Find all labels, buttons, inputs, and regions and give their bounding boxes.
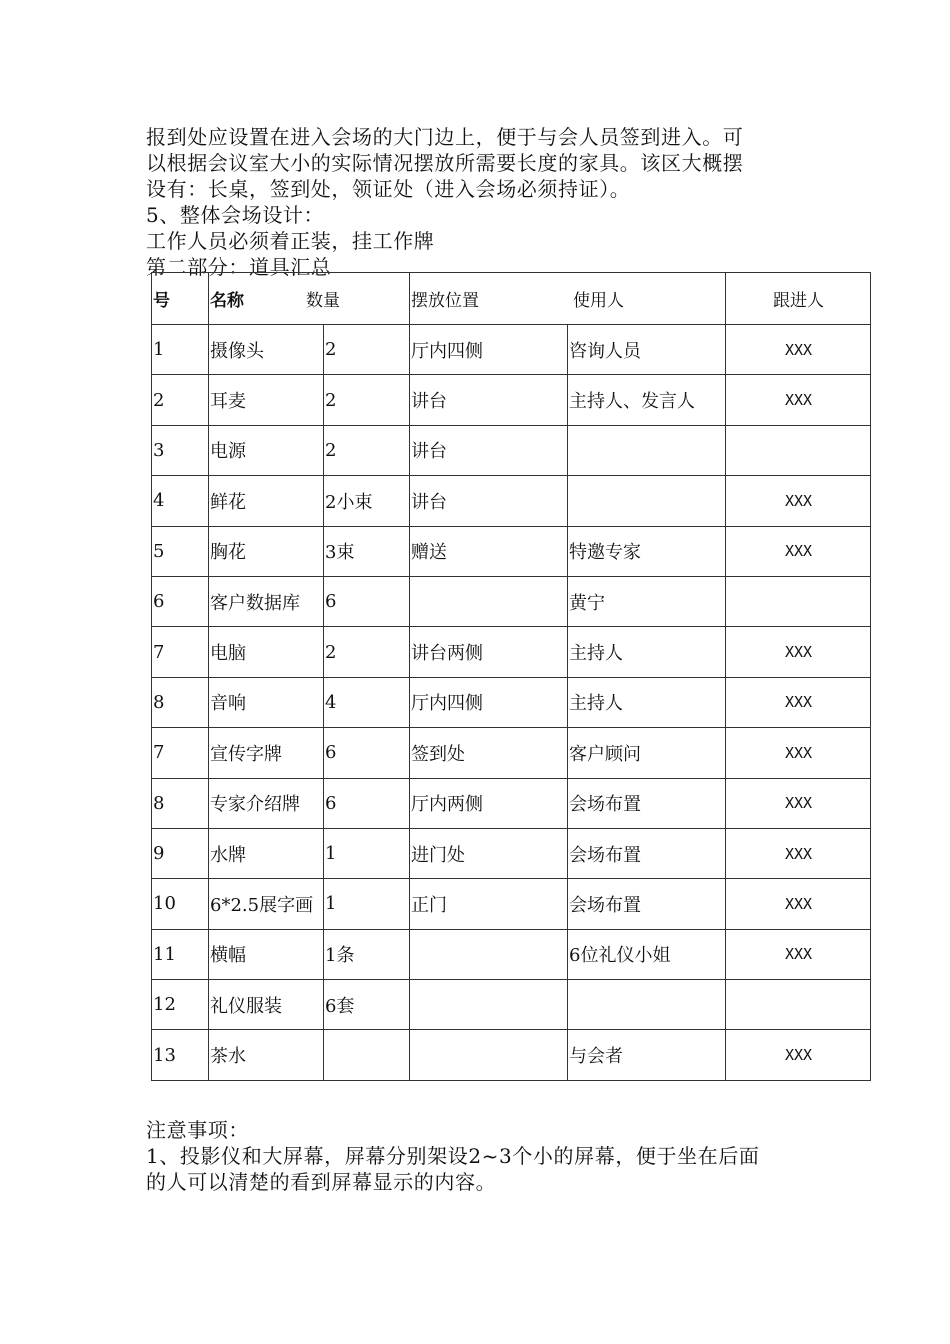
cell-no: 7 (152, 627, 209, 677)
cell-user: 会场布置 (568, 879, 726, 929)
cell-place: 讲台两侧 (410, 627, 568, 677)
cell-name: 横幅 (209, 929, 324, 979)
cell-no: 1 (152, 325, 209, 375)
cell-place: 厅内四侧 (410, 677, 568, 727)
cell-no: 3 (152, 425, 209, 475)
cell-qty: 1 (324, 879, 410, 929)
cell-no: 2 (152, 375, 209, 425)
header-qty: 数量 (306, 291, 340, 311)
cell-follow (726, 425, 871, 475)
intro-paragraph (146, 124, 826, 280)
cell-follow: XXX (726, 778, 871, 828)
cell-user: 会场布置 (568, 828, 726, 878)
cell-no: 13 (152, 1030, 209, 1080)
notes-heading: 注意事项： (146, 1118, 249, 1142)
cell-follow: XXX (726, 627, 871, 677)
cell-name: 鲜花 (209, 476, 324, 526)
header-user: 使用人 (573, 291, 624, 311)
cell-place (410, 980, 568, 1030)
intro-line: 报到处应设置在进入会场的大门边上，便于与会人员签到进入。可 (146, 125, 744, 149)
cell-user: 与会者 (568, 1030, 726, 1080)
cell-no: 6 (152, 576, 209, 626)
cell-name: 茶水 (209, 1030, 324, 1080)
table-row (152, 828, 871, 878)
cell-qty: 2 (324, 375, 410, 425)
table-row (152, 1030, 871, 1080)
cell-name: 电源 (209, 425, 324, 475)
table-row (152, 476, 871, 526)
table-row (152, 929, 871, 979)
cell-follow (726, 980, 871, 1030)
cell-place: 签到处 (410, 728, 568, 778)
section-heading: 第二部分：道具汇总 (146, 255, 332, 279)
cell-no: 8 (152, 677, 209, 727)
cell-user (568, 980, 726, 1030)
cell-follow: XXX (726, 677, 871, 727)
table-row (152, 627, 871, 677)
table-row (152, 425, 871, 475)
cell-place (410, 576, 568, 626)
cell-user: 客户顾问 (568, 728, 726, 778)
table-row (152, 576, 871, 626)
cell-name: 摄像头 (209, 325, 324, 375)
cell-name: 宣传字牌 (209, 728, 324, 778)
cell-user: 咨询人员 (568, 325, 726, 375)
intro-line: 以根据会议室大小的实际情况摆放所需要长度的家具。该区大概摆 (146, 151, 744, 175)
cell-place (410, 1030, 568, 1080)
cell-no: 7 (152, 728, 209, 778)
cell-name: 电脑 (209, 627, 324, 677)
cell-qty: 6套 (324, 980, 410, 1030)
table-row (152, 879, 871, 929)
cell-name: 耳麦 (209, 375, 324, 425)
cell-user: 黄宁 (568, 576, 726, 626)
cell-follow: XXX (726, 1030, 871, 1080)
table-header-row (152, 273, 871, 325)
cell-place: 厅内两侧 (410, 778, 568, 828)
table-row (152, 778, 871, 828)
cell-place: 讲台 (410, 375, 568, 425)
cell-qty: 1 (324, 828, 410, 878)
cell-follow: XXX (726, 879, 871, 929)
cell-follow: XXX (726, 728, 871, 778)
cell-no: 4 (152, 476, 209, 526)
cell-qty: 2 (324, 425, 410, 475)
intro-line: 设有：长桌，签到处，领证处（进入会场必须持证）。 (146, 177, 631, 201)
cell-qty: 4 (324, 677, 410, 727)
cell-no: 11 (152, 929, 209, 979)
cell-qty: 2 (324, 627, 410, 677)
cell-qty: 1条 (324, 929, 410, 979)
cell-name: 客户数据库 (209, 576, 324, 626)
cell-name: 音响 (209, 677, 324, 727)
cell-user (568, 476, 726, 526)
cell-follow (726, 576, 871, 626)
table-row (152, 980, 871, 1030)
cell-qty: 6 (324, 576, 410, 626)
table-row (152, 677, 871, 727)
header-name: 名称 (210, 291, 244, 311)
cell-name: 专家介绍牌 (209, 778, 324, 828)
table-row (152, 526, 871, 576)
props-table (151, 272, 871, 1081)
cell-user: 会场布置 (568, 778, 726, 828)
cell-qty: 3束 (324, 526, 410, 576)
cell-name: 水牌 (209, 828, 324, 878)
cell-place: 讲台 (410, 476, 568, 526)
cell-user: 特邀专家 (568, 526, 726, 576)
cell-follow: XXX (726, 828, 871, 878)
intro-line: 工作人员必须着正装，挂工作牌 (146, 229, 435, 253)
cell-user: 主持人、发言人 (568, 375, 726, 425)
notes-line: 的人可以清楚的看到屏幕显示的内容。 (146, 1170, 497, 1194)
cell-qty: 2小束 (324, 476, 410, 526)
table-row (152, 728, 871, 778)
cell-qty (324, 1030, 410, 1080)
cell-name: 礼仪服装 (209, 980, 324, 1030)
cell-no: 9 (152, 828, 209, 878)
cell-no: 12 (152, 980, 209, 1030)
header-name-qty (209, 273, 410, 325)
cell-follow: XXX (726, 526, 871, 576)
header-no: 号 (152, 273, 209, 325)
cell-no: 8 (152, 778, 209, 828)
cell-user: 主持人 (568, 627, 726, 677)
table-body (152, 325, 871, 1081)
cell-place (410, 929, 568, 979)
cell-user: 6位礼仪小姐 (568, 929, 726, 979)
cell-place: 进门处 (410, 828, 568, 878)
header-place-user (410, 273, 726, 325)
cell-follow: XXX (726, 929, 871, 979)
cell-place: 正门 (410, 879, 568, 929)
section-heading: 5、整体会场设计： (146, 203, 325, 227)
cell-follow: XXX (726, 476, 871, 526)
cell-no: 5 (152, 526, 209, 576)
cell-place: 赠送 (410, 526, 568, 576)
cell-qty: 6 (324, 778, 410, 828)
cell-qty: 2 (324, 325, 410, 375)
notes-line: 1、投影仪和大屏幕，屏幕分别架设2~3个小的屏幕，便于坐在后面 (146, 1144, 760, 1168)
cell-place: 厅内四侧 (410, 325, 568, 375)
cell-follow: XXX (726, 375, 871, 425)
table-row (152, 375, 871, 425)
header-place: 摆放位置 (411, 291, 479, 311)
cell-name: 6*2.5展字画 (209, 879, 324, 929)
cell-user (568, 425, 726, 475)
cell-qty: 6 (324, 728, 410, 778)
cell-no: 10 (152, 879, 209, 929)
header-follow: 跟进人 (726, 273, 871, 325)
cell-user: 主持人 (568, 677, 726, 727)
cell-place: 讲台 (410, 425, 568, 475)
cell-name: 胸花 (209, 526, 324, 576)
notes-paragraph (146, 1117, 826, 1195)
table-row (152, 325, 871, 375)
cell-follow: XXX (726, 325, 871, 375)
